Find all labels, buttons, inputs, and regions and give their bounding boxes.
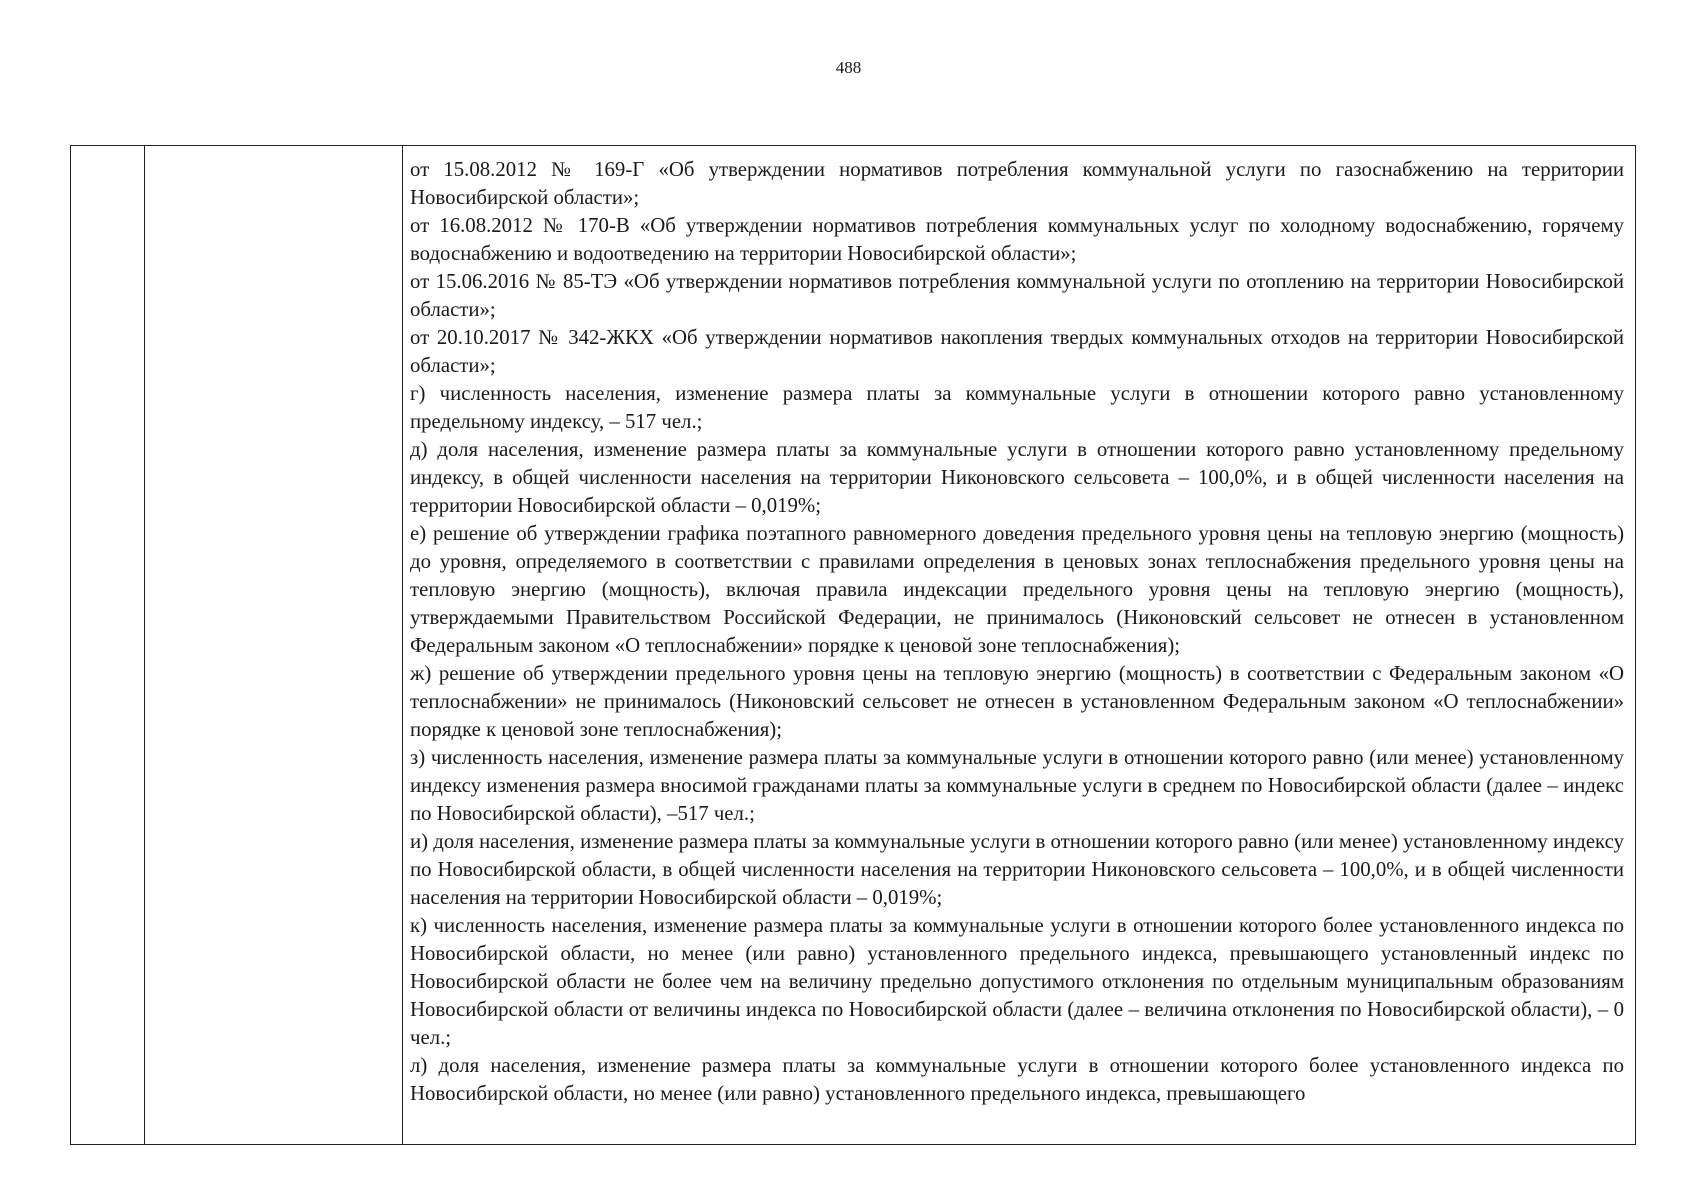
paragraph: ж) решение об утверждении предельного уровня цены на тепловую энергию (мощность) в соответствии с Федеральным законом «О теплоснабжении» не принималось (Никоновский сельсовет не отнесен в установленном Федеральным законом «О теплоснабжении» порядке к ценовой зоне теплоснабжения); [410,662,1624,741]
paragraph: з) численность населения, изменение размера платы за коммунальные услуги в отношении которого равно (или менее) установленному индексу изменения размера вносимой гражданами платы за коммунальные услуги в среднем по Новосибирской области (далее – индекс по Новосибирской области), –517 чел.; [410,746,1624,825]
paragraph: и) доля населения, изменение размера платы за коммунальные услуги в отношении которого равно (или менее) установленному индексу по Новосибирской области, в общей численности населения на территории Никоновского сельсовета – 100,0%, и в общей численности населения на территории Новосибирской области – 0,019%; [410,830,1624,909]
paragraph: е) решение об утверждении графика поэтапного равномерного доведения предельного уровня цены на тепловую энергию (мощность) до уровня, определяемого в соответствии с правилами определения в ценовых зонах теплоснабжения предельного уровня цены на тепловую энергию (мощность), включая правила индексации предельного уровня цены на тепловую энергию (мощность), утверждаемыми Правительством Российской Федерации, не принималось (Никоновский сельсовет не отнесен в установленном Федеральным законом «О теплоснабжении» порядке к ценовой зоне теплоснабжения); [410,522,1624,657]
document-table [70,145,1636,1145]
paragraph: г) численность населения, изменение размера платы за коммунальные услуги в отношении которого равно установленному предельному индексу, – 517 чел.; [410,382,1624,433]
table-cell-name [145,146,403,1144]
paragraph: от 20.10.2017 № 342-ЖКХ «Об утверждении нормативов накопления твердых коммунальных отходов на территории Новосибирской области»; [410,326,1624,377]
page-number: 488 [835,58,862,77]
paragraph: от 15.06.2016 № 85-ТЭ «Об утверждении нормативов потребления коммунальной услуги по отоплению на территории Новосибирской области»; [410,270,1624,321]
paragraph: от 16.08.2012 № 170-В «Об утверждении нормативов потребления коммунальных услуг по холодному водоснабжению, горячему водоснабжению и водоотведению на территории Новосибирской области»; [410,214,1624,265]
paragraph: д) доля населения, изменение размера платы за коммунальные услуги в отношении которого равно установленному предельному индексу, в общей численности населения на территории Никоновского сельсовета – 100,0%, и в общей численности населения на территории Новосибирской области – 0,019%; [410,438,1624,517]
table-cell-content [403,146,1635,1144]
paragraph: от 15.08.2012 № 169-Г «Об утверждении нормативов потребления коммунальной услуги по газоснабжению на территории Новосибирской области»; [410,158,1624,209]
table-cell-number [71,146,145,1144]
paragraph: к) численность населения, изменение размера платы за коммунальные услуги в отношении которого более установленного индекса по Новосибирской области, но менее (или равно) установленного предельного индекса, превышающего установленный индекс по Новосибирской области не более чем на величину предельно допустимого отклонения по отдельным муниципальным образованиям Новосибирской области от величины индекса по Новосибирской области (далее – величина отклонения по Новосибирской области), – 0 чел.; [410,914,1624,1049]
paragraph: л) доля населения, изменение размера платы за коммунальные услуги в отношении которого более установленного индекса по Новосибирской области, но менее (или равно) установленного предельного индекса, превышающего [410,1054,1624,1105]
